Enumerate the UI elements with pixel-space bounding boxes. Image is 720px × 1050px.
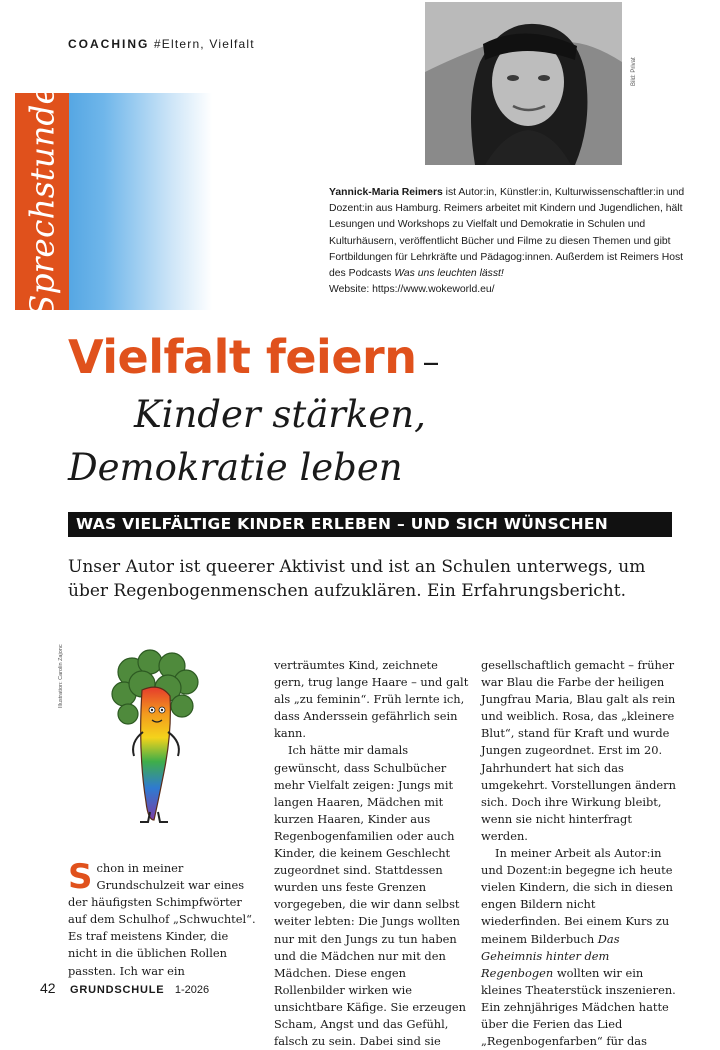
column-3-paragraph-2 <box>481 845 676 1050</box>
section-header <box>68 37 255 51</box>
column-3-text-b: wollten wir ein kleines Theaterstück inszenieren. Ein zehnjähriges Mädchen hatte über die Ferien das Lied „Regenbogenfarben“ für das <box>481 965 676 1049</box>
magazine-name: GRUNDSCHULE <box>70 984 165 996</box>
portrait-graphic <box>425 2 622 165</box>
bio-text: ist Autor:in, Künstler:in, Kulturwissenschaftler:in und Dozent:in aus Hamburg. Reimers arbeitet mit Kindern und Jugendlichen, hält Lesungen und Workshops zu Vielfalt und Demokratie in Schulen und Kulturhäusern, veröffentlicht Bücher und Filme zu diesen Themen und gibt Fortbildungen für Lehrkräfte und Pädagog:innen. Außerdem ist Reimers Host des Podcasts <box>329 187 685 280</box>
book-title: Das Geheimnis hinter dem Regenbogen <box>481 931 620 980</box>
article-column-2 <box>274 657 469 1050</box>
photo-credit: Bild: Privat <box>631 57 637 86</box>
illustration-credit: Illustration: Carolin Zajonc <box>58 644 64 708</box>
page-footer <box>40 980 209 998</box>
article-title-line1 <box>68 330 439 384</box>
column-2-paragraph-1: verträumtes Kind, zeichnete gern, trug lange Haare – und galt als „zu feminin“. Früh lernte ich, dass Anderssein gefährlich sein kann. <box>274 658 469 741</box>
article-title-line3: Demokratie leben <box>68 446 403 489</box>
column-3-paragraph-1: gesellschaftlich gemacht – früher war Blau die Farbe der heiligen Jungfrau Maria, Blau galt als rein und weiblich. Rosa, das „kleinere Blut“, stand für Kraft und wurde Jungen zugeordnet. Erst im 20. Jahrhundert hat sich das umgekehrt. Vorstellungen ändern sich. Doch ihre Wirkung bleibt, wenn sie nicht hinterfragt werden. <box>481 658 676 843</box>
article-title-main: Vielfalt feiern <box>68 330 417 384</box>
issue-number: 1-2026 <box>174 984 210 996</box>
article-title-line2: Kinder stärken, <box>134 393 426 436</box>
sidebar-label: Sprechstunde <box>22 84 62 318</box>
author-name: Yannick-Maria Reimers <box>329 187 443 198</box>
author-portrait <box>425 2 622 165</box>
article-lead: Unser Autor ist queerer Aktivist und ist an Schulen unterwegs, um über Regenbogenmenschen aufzuklären. Ein Erfahrungsbericht. <box>68 557 646 601</box>
page-number: 42 <box>40 980 56 996</box>
column-1-text: chon in meiner Grundschulzeit war eines der häufigsten Schimpfwörter auf dem Schulhof „Schwuchtel“. Es traf meistens Kinder, die nicht in die üblichen Rollen passten. Ich war ein <box>68 861 256 978</box>
column-2-paragraph-2: Ich hätte mir damals gewünscht, dass Schulbücher mehr Vielfalt zeigen: Jungs mit langen Haaren, Mädchen mit kurzen Haaren, Kinder aus Regenbogenfamilien oder auch Kinder, die keinem Geschlecht zugeordnet sind. Stattdessen wurden uns feste Grenzen vorgegeben, die wir dann selbst weiter lebten: Die Jungs wollten nur mit den Jungs zu tun haben und die Mädchen nur mit den Mädchen. Diese engen Rollenbilder wirken wie unsichtbare Käfige. Sie erzeugen Scham, Angst und das Gefühl, falsch zu sein. Dabei sind sie <box>274 743 466 1049</box>
section-tags: #Eltern, Vielfalt <box>153 37 255 51</box>
article-subtitle: WAS VIELFÄLTIGE KINDER ERLEBEN – UND SICH WÜNSCHEN <box>68 512 672 537</box>
carrot-illustration <box>112 652 202 824</box>
article-column-3 <box>481 657 676 1050</box>
column-3-text-a: In meiner Arbeit als Autor:in und Dozent:in begegne ich heute vielen Kindern, die sich in diesen engen Bildern nicht wiederfinden. Bei einem Kurs zu meinem Bilderbuch <box>481 846 674 946</box>
drop-cap: S <box>68 857 93 897</box>
podcast-title: Was uns leuchten lässt! <box>394 268 504 280</box>
author-website: Website: https://www.wokeworld.eu/ <box>329 284 495 296</box>
article-column-1 <box>68 857 260 980</box>
author-bio <box>329 185 685 298</box>
title-dash: – <box>422 342 440 382</box>
section-name: COACHING <box>68 37 150 51</box>
